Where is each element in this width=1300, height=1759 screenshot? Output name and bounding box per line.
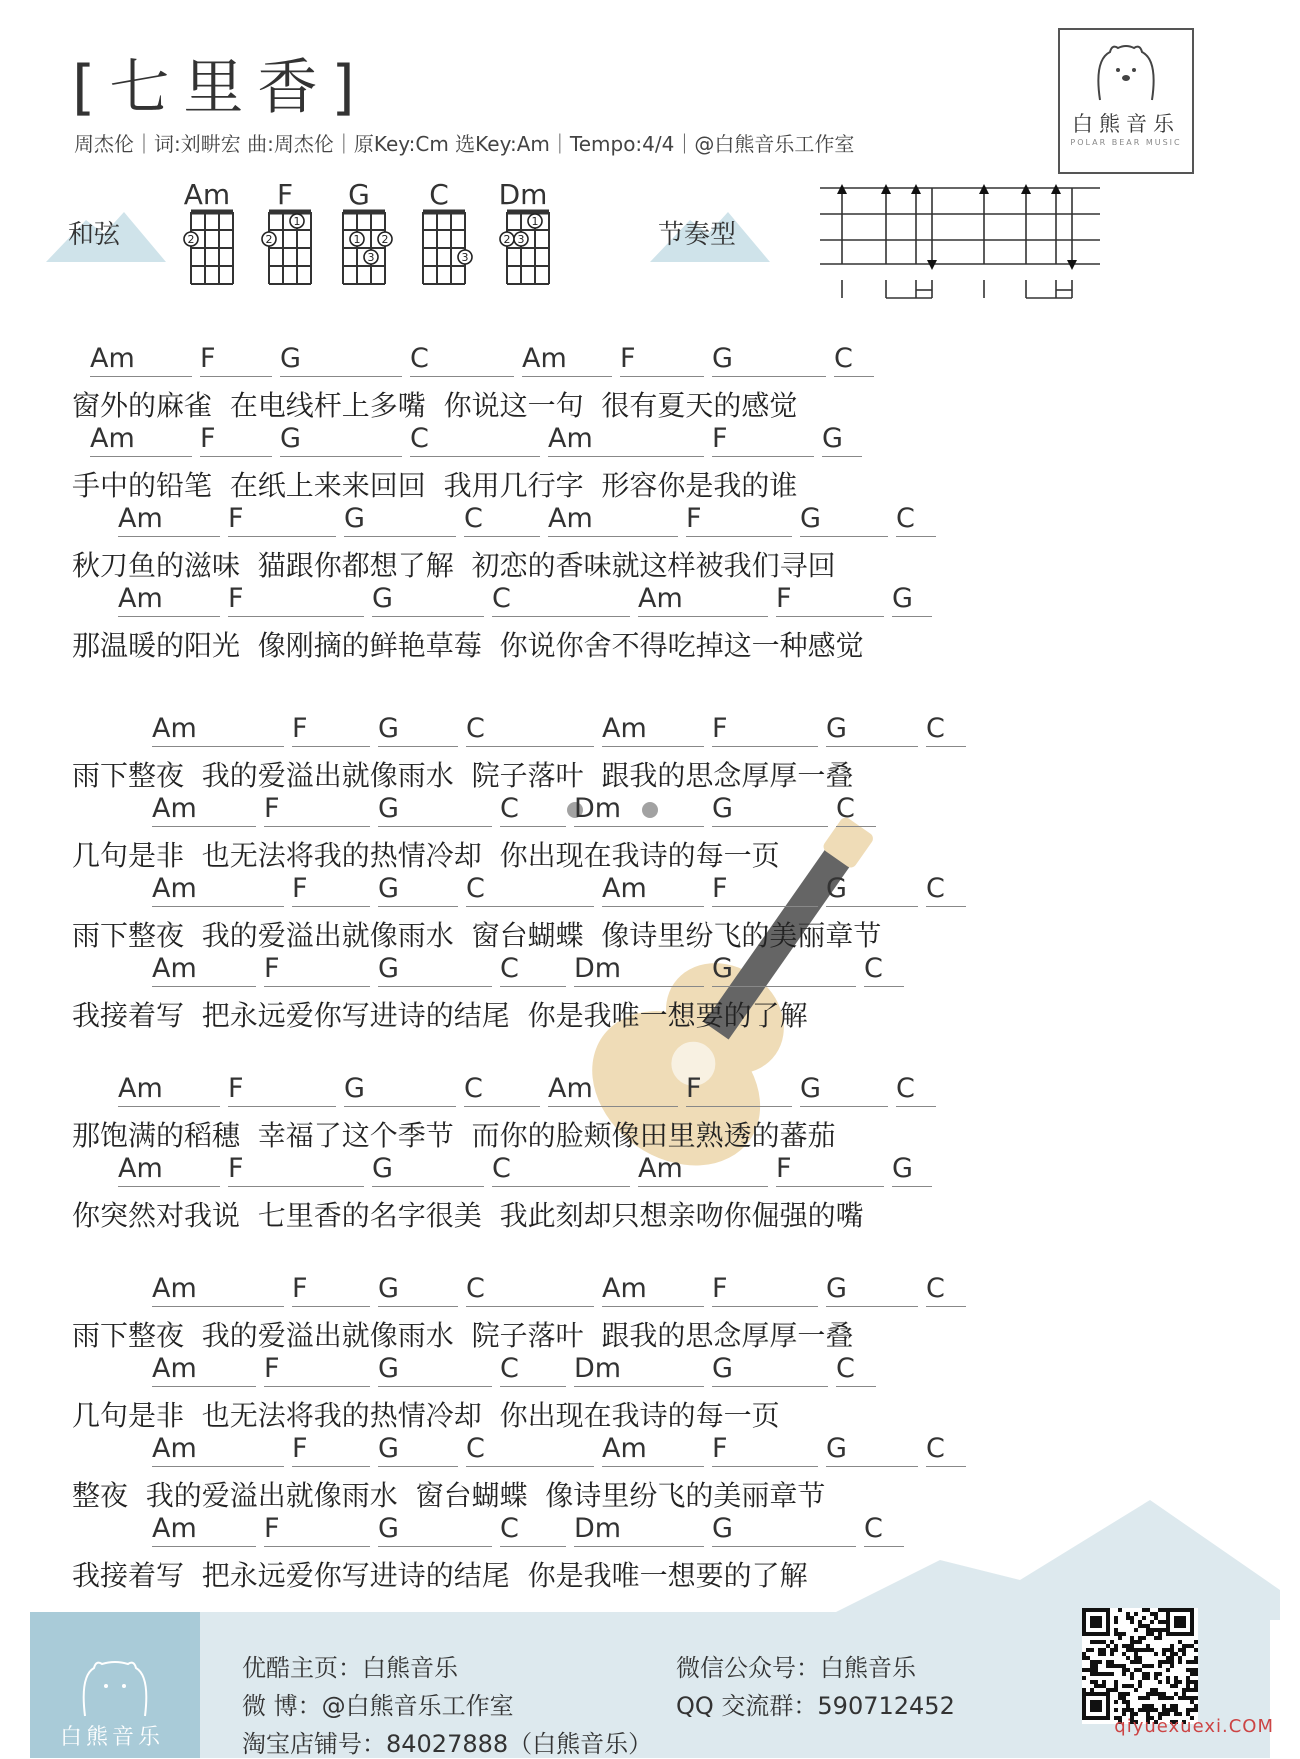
finger-number: 1 xyxy=(293,215,301,228)
chord-symbol: Am xyxy=(602,874,704,907)
chord-name-dm: Dm xyxy=(498,178,548,211)
chord-row xyxy=(72,1274,1072,1304)
chord-symbol: Am xyxy=(152,1434,284,1467)
chord-symbol: G xyxy=(712,1514,856,1547)
chord-symbol: G xyxy=(378,1274,458,1307)
chord-symbol: G xyxy=(280,424,402,457)
finger-number: 3 xyxy=(367,251,375,264)
chord-symbol: G xyxy=(800,1074,888,1107)
chord-symbol: F xyxy=(686,504,792,537)
chord-symbol: F xyxy=(228,1154,364,1187)
chord-symbol: Am xyxy=(522,344,612,377)
chord-symbol: F xyxy=(292,1434,370,1467)
lyric-line: 几句是非 也无法将我的热情冷却 你出现在我诗的每一页 xyxy=(72,839,780,872)
lyric-line: 那温暖的阳光 像刚摘的鲜艳草莓 你说你舍不得吃掉这一种感觉 xyxy=(72,629,864,662)
rhythm-label-badge xyxy=(650,200,770,264)
chord-symbol: C xyxy=(466,1434,594,1467)
chord-symbol: Am xyxy=(602,1434,704,1467)
chord-symbol: Am xyxy=(152,1354,256,1387)
chord-row xyxy=(72,584,1072,614)
chord-symbol: G xyxy=(378,954,492,987)
bear-icon xyxy=(30,1626,200,1726)
footer-brand: 白熊音乐 xyxy=(60,1725,165,1750)
chord-symbol: Am xyxy=(548,504,678,537)
chord-symbol: F xyxy=(686,1074,792,1107)
chord-symbol: F xyxy=(712,1434,818,1467)
chord-symbol: F xyxy=(228,1074,336,1107)
finger-number: 3 xyxy=(517,233,525,246)
chord-symbol: F xyxy=(292,1274,370,1307)
chord-symbol: C xyxy=(864,1514,904,1547)
chord-symbol: Dm xyxy=(574,794,704,827)
lyric-line: 手中的铅笔 在纸上来来回回 我用几行字 形容你是我的谁 xyxy=(72,469,798,502)
chord-symbol: Am xyxy=(118,1074,220,1107)
chord-symbol: Am xyxy=(118,1154,220,1187)
chord-name-f: F xyxy=(276,178,294,211)
chord-symbol: Am xyxy=(152,954,256,987)
chord-grid-am xyxy=(184,212,233,284)
chord-symbol: G xyxy=(378,794,492,827)
rhythm-pattern xyxy=(820,180,1120,310)
footer-brand-block xyxy=(30,1612,200,1758)
chord-diagrams xyxy=(165,172,565,292)
chord-symbol: Am xyxy=(638,584,768,617)
chord-grid-dm xyxy=(500,212,549,284)
lyric-line: 秋刀鱼的滋味 猫跟你都想了解 初恋的香味就这样被我们寻回 xyxy=(72,549,836,582)
site-watermark: qiyuexuexi.COM xyxy=(1114,1716,1274,1737)
lyric-line: 雨下整夜 我的爱溢出就像雨水 窗台蝴蝶 像诗里纷飞的美丽章节 xyxy=(72,919,882,952)
chord-symbol: G xyxy=(280,344,402,377)
finger-number: 2 xyxy=(503,233,511,246)
chord-symbol: Am xyxy=(602,714,704,747)
chord-symbol: G xyxy=(800,504,888,537)
chord-symbol: Am xyxy=(152,794,256,827)
chord-symbol: F xyxy=(292,874,370,907)
chord-symbol: F xyxy=(228,504,336,537)
chord-symbol: C xyxy=(926,1434,966,1467)
chord-symbol: Am xyxy=(152,1274,284,1307)
chord-row xyxy=(72,344,1072,374)
chord-symbol: F xyxy=(620,344,704,377)
chord-row xyxy=(72,424,1072,454)
chord-symbol: C xyxy=(492,1154,630,1187)
chord-symbol: C xyxy=(926,874,966,907)
chord-row xyxy=(72,1074,1072,1104)
chord-symbol: G xyxy=(822,424,862,457)
footer-youku: 优酷主页：白熊音乐 xyxy=(242,1654,458,1682)
chord-symbol: F xyxy=(712,714,818,747)
chord-symbol: Dm xyxy=(574,1354,704,1387)
chord-symbol: G xyxy=(378,874,458,907)
chord-symbol: F xyxy=(712,424,814,457)
chord-symbol: G xyxy=(826,1434,918,1467)
chord-symbol: G xyxy=(826,874,918,907)
lyric-line: 整夜 我的爱溢出就像雨水 窗台蝴蝶 像诗里纷飞的美丽章节 xyxy=(72,1479,826,1512)
chord-symbol: Am xyxy=(118,504,220,537)
finger-number: 2 xyxy=(265,233,273,246)
chord-row xyxy=(72,1434,1072,1464)
chord-symbol: Dm xyxy=(574,954,704,987)
chord-symbol: G xyxy=(712,344,826,377)
chord-row xyxy=(72,874,1072,904)
chord-symbol: F xyxy=(200,424,272,457)
chord-symbol: C xyxy=(466,874,594,907)
chord-symbol: Am xyxy=(90,424,192,457)
lyric-line: 雨下整夜 我的爱溢出就像雨水 院子落叶 跟我的思念厚厚一叠 xyxy=(72,759,854,792)
chord-symbol: F xyxy=(712,1274,818,1307)
chord-symbol: G xyxy=(372,584,484,617)
chord-symbol: F xyxy=(712,874,818,907)
rhythm-label: 节奏型 xyxy=(658,220,737,250)
chord-grid-c xyxy=(423,212,472,284)
song-title: [七里香] xyxy=(72,53,369,123)
finger-number: 2 xyxy=(381,233,389,246)
chord-symbol: G xyxy=(378,1434,458,1467)
chord-symbol: Am xyxy=(152,874,284,907)
chord-symbol: C xyxy=(464,504,540,537)
finger-number: 1 xyxy=(353,233,361,246)
polar-bear-logo xyxy=(1058,28,1194,174)
chord-symbol: G xyxy=(372,1154,484,1187)
chord-symbol: Am xyxy=(548,1074,678,1107)
lyric-line: 窗外的麻雀 在电线杆上多嘴 你说这一句 很有夏天的感觉 xyxy=(72,389,798,422)
lyric-line: 几句是非 也无法将我的热情冷却 你出现在我诗的每一页 xyxy=(72,1399,780,1432)
chord-symbol: F xyxy=(228,584,364,617)
footer-wechat: 微信公众号：白熊音乐 xyxy=(676,1654,916,1682)
chord-symbol: G xyxy=(378,714,458,747)
footer-taobao: 淘宝店铺号：84027888（白熊音乐） xyxy=(242,1730,653,1758)
chord-symbol: C xyxy=(500,1514,566,1547)
chord-row xyxy=(72,1354,1072,1384)
chord-symbol: G xyxy=(892,1154,932,1187)
chord-grid-g xyxy=(343,212,392,284)
chord-symbol: C xyxy=(492,584,630,617)
chord-symbol: C xyxy=(834,344,874,377)
chord-symbol: F xyxy=(776,1154,884,1187)
chord-row xyxy=(72,714,1072,744)
qr-code xyxy=(1082,1608,1198,1724)
chord-symbol: C xyxy=(464,1074,540,1107)
chord-symbol: G xyxy=(712,794,828,827)
chord-row xyxy=(72,504,1072,534)
chord-symbol: G xyxy=(826,1274,918,1307)
chord-symbol: Am xyxy=(638,1154,768,1187)
chord-symbol: C xyxy=(926,1274,966,1307)
bear-icon xyxy=(1060,30,1192,110)
chord-symbol: Am xyxy=(548,424,704,457)
footer-weibo: 微 博：@白熊音乐工作室 xyxy=(242,1692,514,1720)
chord-symbol: Am xyxy=(602,1274,704,1307)
chord-name-g: G xyxy=(348,178,370,211)
footer-mountain xyxy=(820,1480,1280,1620)
chord-symbol: F xyxy=(264,954,370,987)
chord-symbol: G xyxy=(712,1354,828,1387)
logo-cn-text: 白熊音乐 xyxy=(1072,112,1180,136)
chord-symbol: F xyxy=(200,344,272,377)
chord-name-c: C xyxy=(429,178,449,211)
chords-label: 和弦 xyxy=(68,220,121,250)
lyric-line: 我接着写 把永远爱你写进诗的结尾 你是我唯一想要的了解 xyxy=(72,1559,808,1592)
chords-label-badge xyxy=(46,200,166,264)
chord-symbol: Dm xyxy=(574,1514,704,1547)
chord-symbol: C xyxy=(836,1354,876,1387)
chord-symbol: C xyxy=(896,504,936,537)
chord-symbol: C xyxy=(896,1074,936,1107)
chord-symbol: F xyxy=(264,794,370,827)
chord-row xyxy=(72,1154,1072,1184)
logo-en-text: POLAR BEAR MUSIC xyxy=(1070,138,1182,147)
finger-number: 1 xyxy=(531,215,539,228)
footer-qq: QQ 交流群：590712452 xyxy=(676,1692,955,1720)
lyric-line: 我接着写 把永远爱你写进诗的结尾 你是我唯一想要的了解 xyxy=(72,999,808,1032)
chord-symbol: G xyxy=(344,1074,456,1107)
chord-row xyxy=(72,794,1072,824)
chord-symbol: C xyxy=(410,344,514,377)
chord-symbol: C xyxy=(500,1354,566,1387)
chord-row xyxy=(72,954,1072,984)
chord-symbol: F xyxy=(264,1354,370,1387)
chord-symbol: C xyxy=(864,954,904,987)
chord-symbol: G xyxy=(378,1514,492,1547)
chord-symbol: C xyxy=(466,1274,594,1307)
chord-symbol: G xyxy=(826,714,918,747)
chord-symbol: C xyxy=(466,714,594,747)
chord-symbol: C xyxy=(500,794,566,827)
chord-symbol: C xyxy=(410,424,540,457)
chord-grids xyxy=(165,172,565,292)
chord-symbol: G xyxy=(892,584,932,617)
chord-grid-f xyxy=(262,212,311,284)
song-meta: 周杰伦｜词:刘畊宏 曲:周杰伦｜原Key:Cm 选Key:Am｜Tempo:4/4｜@白熊音乐工作室 xyxy=(74,132,855,156)
finger-number: 2 xyxy=(187,233,195,246)
chord-symbol: C xyxy=(926,714,966,747)
chord-symbol: Am xyxy=(152,1514,256,1547)
chord-symbol: C xyxy=(836,794,876,827)
finger-number: 3 xyxy=(461,251,469,264)
chord-name-am: Am xyxy=(183,178,231,211)
chord-symbol: G xyxy=(712,954,856,987)
chord-symbol: G xyxy=(378,1354,492,1387)
chord-symbol: F xyxy=(264,1514,370,1547)
lyric-line: 你突然对我说 七里香的名字很美 我此刻却只想亲吻你倔强的嘴 xyxy=(72,1199,864,1232)
chord-symbol: F xyxy=(292,714,370,747)
lyric-line: 雨下整夜 我的爱溢出就像雨水 院子落叶 跟我的思念厚厚一叠 xyxy=(72,1319,854,1352)
chord-symbol: C xyxy=(500,954,566,987)
chord-symbol: Am xyxy=(152,714,284,747)
chord-symbol: G xyxy=(344,504,456,537)
chord-symbol: F xyxy=(776,584,884,617)
chord-symbol: Am xyxy=(90,344,192,377)
lyric-line: 那饱满的稻穗 幸福了这个季节 而你的脸颊像田里熟透的蕃茄 xyxy=(72,1119,836,1152)
chord-symbol: Am xyxy=(118,584,220,617)
